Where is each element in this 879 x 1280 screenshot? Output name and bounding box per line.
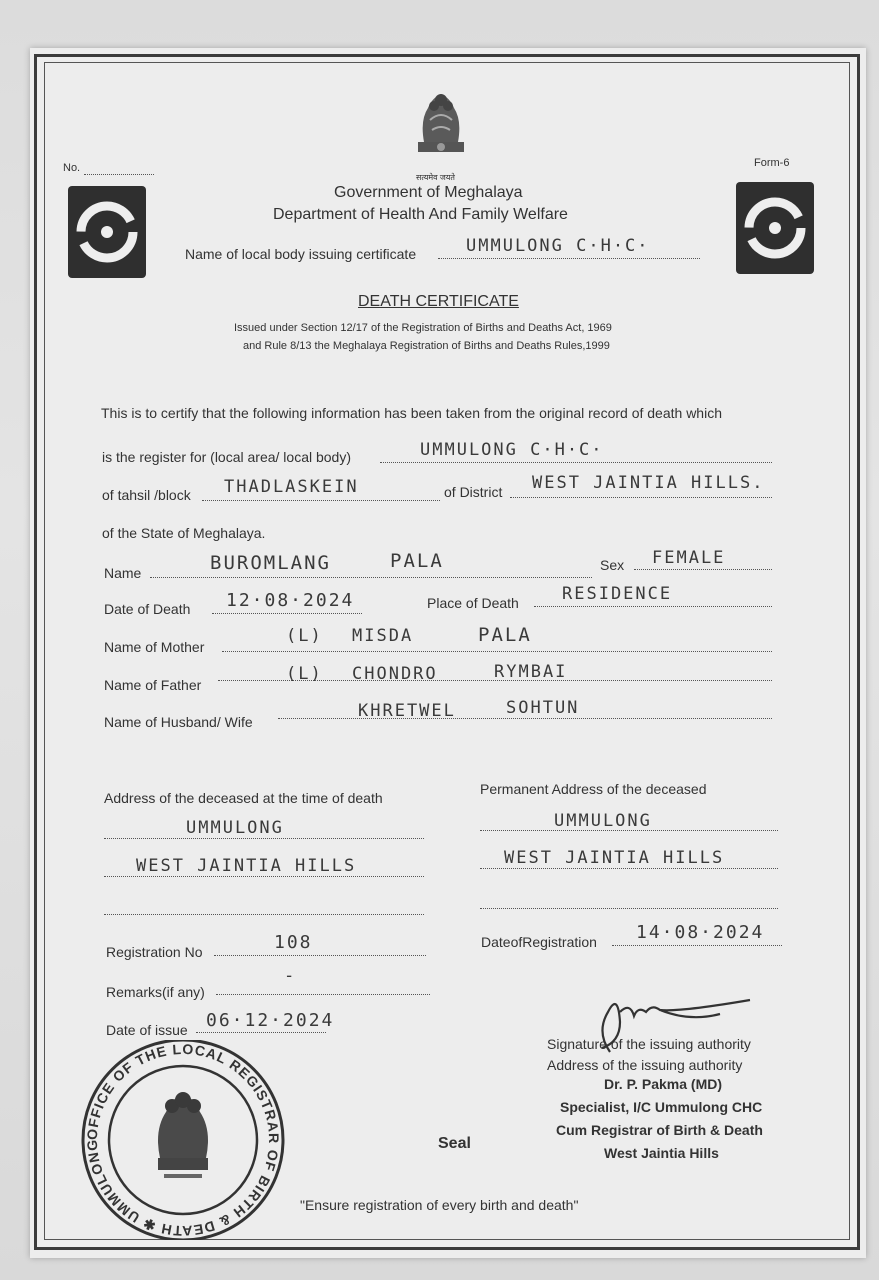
stamp-line-district: West Jaintia Hills — [604, 1145, 719, 1161]
stamp-line-name: Dr. P. Pakma (MD) — [604, 1076, 723, 1092]
father-value-first: CHONDRO — [352, 664, 438, 684]
form-label: Form-6 — [754, 157, 790, 169]
father-value-prefix: (L) — [286, 664, 323, 684]
local-body-label: Name of local body issuing certificate — [185, 246, 417, 262]
current-address-dotline2 — [104, 876, 424, 877]
permanent-address-dotline2 — [480, 868, 778, 869]
permanent-address-dotline1 — [480, 830, 778, 831]
sex-line — [634, 569, 772, 570]
tahsil-line — [202, 500, 440, 501]
permanent-address-dotline3 — [480, 908, 778, 909]
number-label: No. — [63, 162, 81, 174]
remarks-value: - — [284, 966, 297, 986]
current-address-dotline1 — [104, 838, 424, 839]
register-label: is the register for (local area/ local body) — [102, 449, 351, 465]
date-of-death-line — [212, 613, 362, 614]
date-of-death-value: 12·08·2024 — [226, 590, 355, 611]
seal-ring-text: OFFICE OF THE LOCAL REGISTRAR OF BIRTH & DEATH ✱ UMMULONG — [83, 1040, 283, 1240]
mother-value-prefix: (L) — [286, 626, 323, 646]
mother-line — [222, 651, 772, 652]
current-address-line1: UMMULONG — [186, 818, 284, 838]
nhm-logo-left-icon — [68, 186, 146, 278]
tahsil-label: of tahsil /block — [102, 487, 191, 503]
seal-emblem-icon — [158, 1092, 208, 1178]
authority-address-label: Address of the issuing authority — [547, 1057, 743, 1073]
mother-label: Name of Mother — [104, 639, 205, 655]
registration-date-value: 14·08·2024 — [636, 922, 765, 943]
remarks-line — [216, 994, 430, 995]
name-label: Name — [104, 565, 142, 581]
state-line: of the State of Meghalaya. — [102, 525, 266, 541]
registrar-round-seal — [78, 1040, 288, 1240]
place-of-death-value: RESIDENCE — [562, 584, 673, 604]
current-address-label: Address of the deceased at the time of death — [104, 790, 383, 806]
father-value-last: RYMBAI — [494, 662, 568, 682]
issue-date-line — [196, 1032, 326, 1033]
issued-under-line1: Issued under Section 12/17 of the Registration of Births and Deaths Act, 1969 — [234, 322, 612, 334]
permanent-address-line1: UMMULONG — [554, 811, 652, 831]
mother-value-last: PALA — [478, 624, 532, 646]
name-value-first: BUROMLANG — [210, 552, 331, 574]
father-label: Name of Father — [104, 677, 202, 693]
register-value: UMMULONG C·H·C· — [420, 440, 604, 460]
current-address-line2: WEST JAINTIA HILLS — [136, 856, 357, 876]
emblem-caption: सत्यमेव जयते — [416, 173, 455, 182]
national-emblem-icon — [410, 80, 472, 172]
date-of-death-label: Date of Death — [104, 601, 191, 617]
name-line — [150, 577, 592, 578]
government-title: Government of Meghalaya — [334, 184, 523, 201]
stamp-line-registrar: Cum Registrar of Birth & Death — [556, 1122, 763, 1138]
spouse-line — [278, 718, 772, 719]
local-body-value: UMMULONG C·H·C· — [466, 236, 650, 256]
permanent-address-line2: WEST JAINTIA HILLS — [504, 848, 725, 868]
spouse-label: Name of Husband/ Wife — [104, 714, 253, 730]
district-label: of District — [444, 484, 503, 500]
spouse-value-first: KHRETWEL — [358, 701, 456, 721]
issued-under-line2: and Rule 8/13 the Meghalaya Registration of Births and Deaths Rules,1999 — [243, 340, 610, 352]
name-value-last: PALA — [390, 550, 444, 572]
place-of-death-label: Place of Death — [427, 595, 519, 611]
sex-value: FEMALE — [652, 548, 726, 568]
spouse-value-last: SOHTUN — [506, 698, 580, 718]
registration-date-label: DateofRegistration — [481, 934, 597, 950]
registration-date-line — [612, 945, 782, 946]
registration-number-label: Registration No — [106, 944, 203, 960]
stamp-line-designation: Specialist, I/C Ummulong CHC — [560, 1099, 763, 1115]
certificate-title: DEATH CERTIFICATE — [358, 293, 519, 310]
number-field — [84, 174, 154, 175]
sex-label: Sex — [600, 557, 625, 573]
issue-date-value: 06·12·2024 — [206, 1010, 335, 1031]
seal-label: Seal — [438, 1135, 471, 1152]
place-of-death-line — [534, 606, 772, 607]
issue-date-label: Date of issue — [106, 1022, 188, 1038]
mother-value-first: MISDA — [352, 626, 414, 646]
current-address-dotline3 — [104, 914, 424, 915]
local-body-line — [438, 258, 700, 259]
district-value: WEST JAINTIA HILLS. — [532, 473, 765, 493]
registration-motto: "Ensure registration of every birth and death" — [300, 1197, 579, 1213]
signature-label: Signature of the issuing authority — [547, 1036, 751, 1052]
remarks-label: Remarks(if any) — [106, 984, 205, 1000]
registration-number-line — [214, 955, 426, 956]
tahsil-value: THADLASKEIN — [224, 477, 359, 497]
permanent-address-label: Permanent Address of the deceased — [480, 781, 707, 797]
certify-line: This is to certify that the following information has been taken from the original record of death which — [101, 405, 722, 421]
district-line — [510, 497, 772, 498]
nhm-logo-right-icon — [736, 182, 814, 274]
department-title: Department of Health And Family Welfare — [273, 206, 568, 223]
register-line — [380, 462, 772, 463]
registration-number-value: 108 — [274, 932, 313, 953]
